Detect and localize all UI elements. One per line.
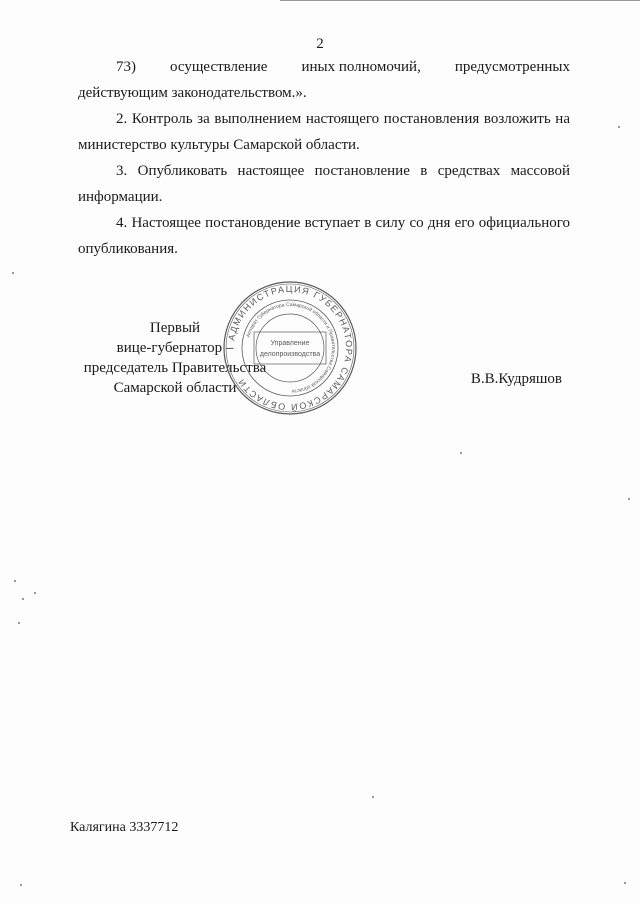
- item-number: 73): [116, 59, 136, 75]
- scan-speck: [22, 598, 24, 600]
- scan-speck: [12, 272, 14, 274]
- executor-contact: Калягина 3337712: [70, 820, 179, 835]
- scan-speck: [18, 622, 20, 624]
- top-border-line: [280, 0, 640, 1]
- page-number: 2: [316, 36, 324, 52]
- word-implementation: осуществление: [170, 59, 268, 75]
- paragraph-4-effective: 4. Настоящее постановдение вступает в силу со дня его официального опубликования.: [78, 215, 570, 257]
- stamp-center-line-1: Управление: [270, 340, 310, 347]
- signatory-title-line-4: Самарской области: [113, 380, 237, 396]
- word-provided: предусмотренных: [454, 59, 570, 75]
- scan-speck: [34, 592, 36, 594]
- paragraph-3-publish: 3. Опубликовать настоящее постановление в средствах массовой информации.: [78, 163, 570, 205]
- scan-speck: [628, 498, 630, 500]
- scan-speck: [372, 796, 374, 798]
- scan-speck: [20, 884, 22, 886]
- scan-speck: [14, 580, 16, 582]
- scan-speck: [624, 882, 626, 884]
- paragraph-2-control: 2. Контроль за выполнением настоящего постановления возложить на министерство культуры Самарской области.: [78, 111, 570, 153]
- paragraph-73-second-line: действующим законодательством.».: [78, 85, 307, 101]
- official-seal-stamp: [222, 280, 358, 416]
- word-other-powers: иных полномочий,: [301, 59, 421, 75]
- signatory-title-line-1: Первый: [149, 320, 201, 336]
- stamp-center-line-2: делопроизводства: [259, 351, 321, 358]
- scan-speck: [618, 126, 620, 128]
- signatory-title-line-2: вице-губернатор –: [116, 340, 234, 356]
- scan-speck: [460, 452, 462, 454]
- signatory-name: В.В.Кудряшов: [470, 371, 562, 387]
- paragraph-73-first-line: [78, 54, 570, 80]
- paragraph-73: [78, 54, 570, 106]
- signatory-title-line-3: председатель Правительства: [83, 360, 267, 376]
- stamp-inner-text: Аппарат Губернатора Самарской области и Правительства Самарской области: [245, 301, 337, 394]
- stamp-outer-text: АДМИНИСТРАЦИЯ ГУБЕРНАТОРА САМАРСКОЙ ОБЛАСТИ: [226, 283, 355, 413]
